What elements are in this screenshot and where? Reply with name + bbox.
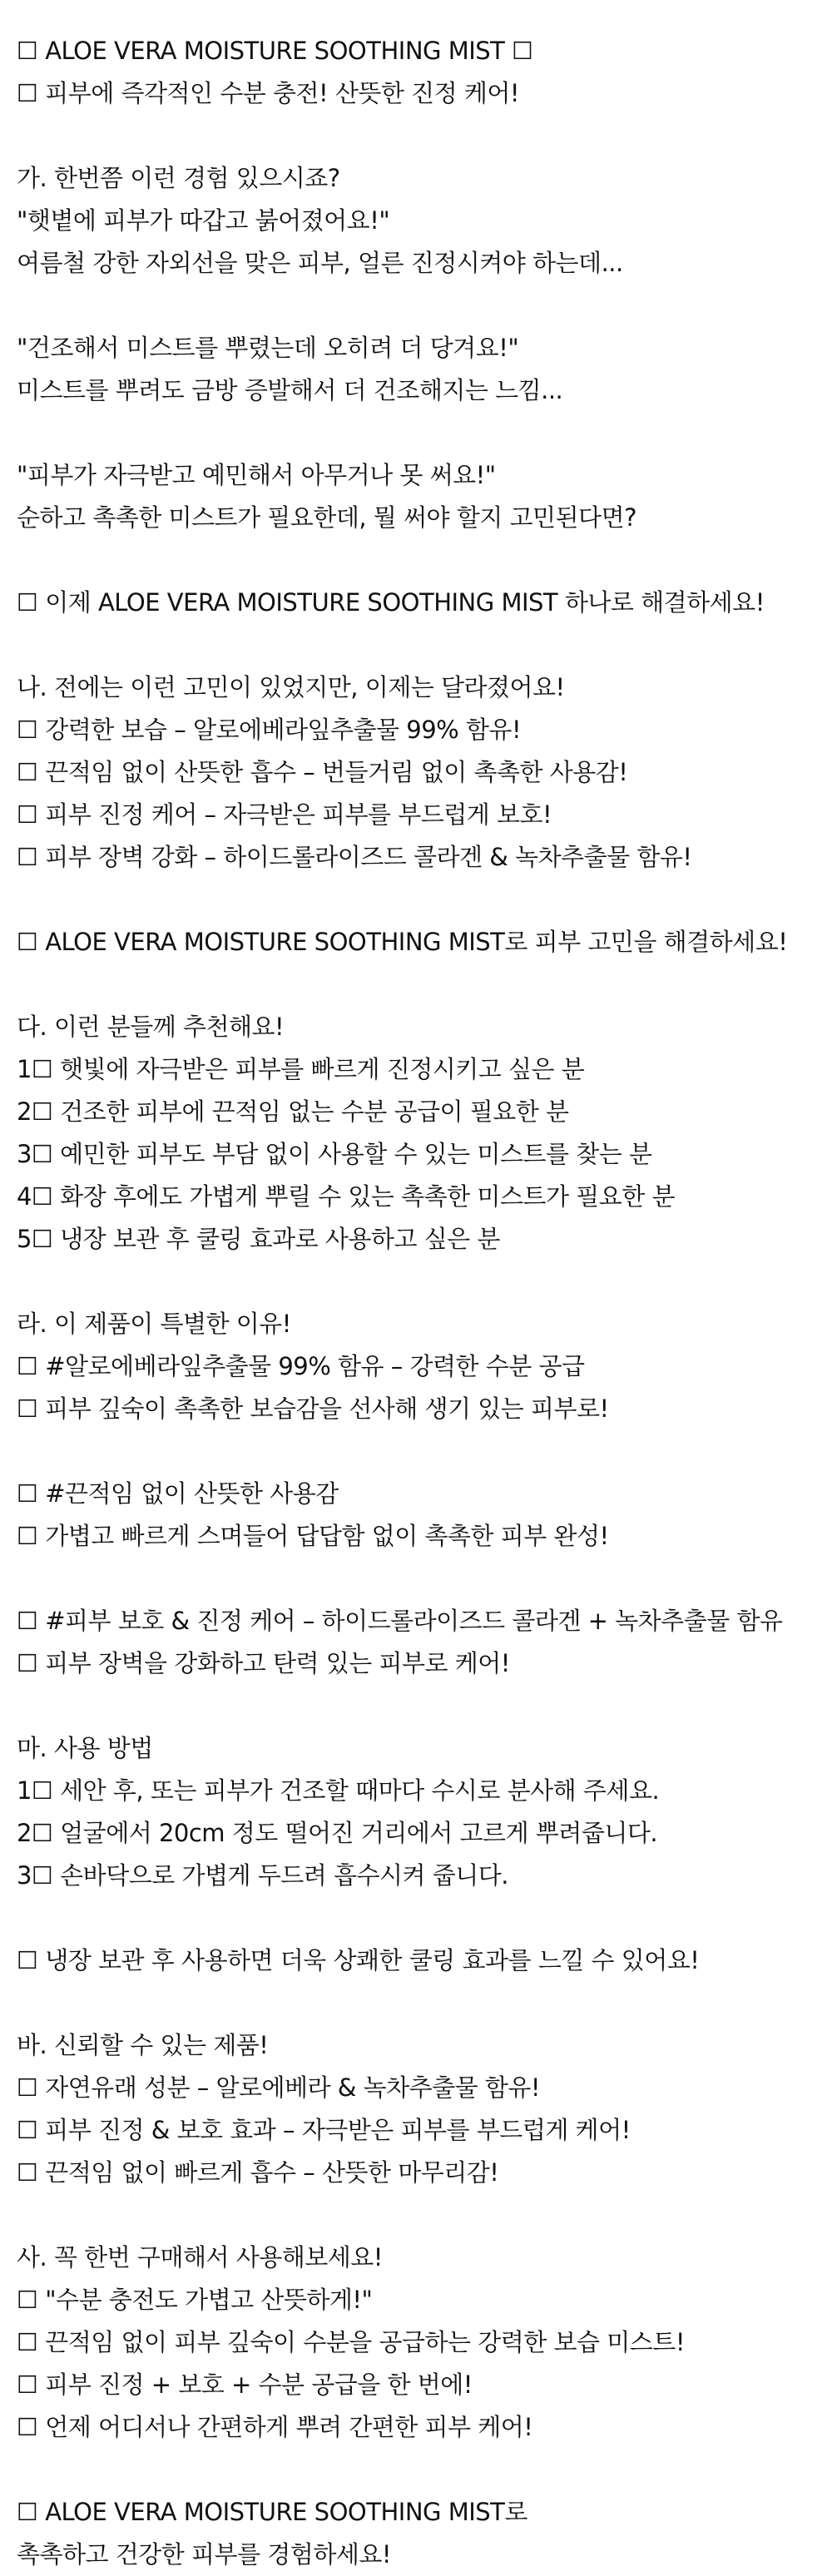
numbered-line: 3☐ 예민한 피부도 부담 없이 사용할 수 있는 미스트를 찾는 분 [17,1140,652,1168]
blank-line [17,1261,815,1303]
bullet-line: ☐ 끈적임 없이 빠르게 흡수 – 산뜻한 마무리감! [17,2158,499,2187]
numbered-line: 2☐ 건조한 피부에 끈적임 없는 수분 공급이 필요한 분 [17,1097,569,1126]
section-c-heading: 다. 이런 분들께 추천해요! [17,1013,285,1041]
bullet-line: ☐ 피부 깊숙이 촉촉한 보습감을 선사해 생기 있는 피부로! [17,1395,609,1423]
blank-line [17,285,815,327]
text-line: ☐ ALOE VERA MOISTURE SOOTHING MIST로 피부 고민을 해결하세요! [17,928,788,956]
bullet-line: ☐ 자연유래 성분 – 알로에베라 & 녹차추출물 함유! [17,2073,541,2102]
section-b-heading: 나. 전에는 이런 고민이 있었지만, 이제는 달라졌어요! [17,673,565,701]
bullet-line: ☐ 냉장 보관 후 사용하면 더욱 상쾌한 쿨링 효과를 느낄 수 있어요! [17,1946,700,1974]
title-line: ☐ ALOE VERA MOISTURE SOOTHING MIST ☐ [17,37,533,65]
blank-line [17,1558,815,1600]
blank-line [17,412,815,454]
blank-line [17,964,815,1006]
blank-line [17,1430,815,1473]
bullet-line: ☐ 강력한 보습 – 알로에베라잎추출물 99% 함유! [17,716,522,744]
text-line: ☐ 이제 ALOE VERA MOISTURE SOOTHING MIST 하나로 해결하세요! [17,588,765,617]
numbered-line: 4☐ 화장 후에도 가볍게 뿌릴 수 있는 촉촉한 미스트가 필요한 분 [17,1182,675,1211]
section-a-heading: 가. 한번쯤 이런 경험 있으시죠? [17,164,340,192]
bullet-line: ☐ #알로에베라잎추출물 99% 함유 – 강력한 수분 공급 [17,1352,585,1380]
numbered-line: 5☐ 냉장 보관 후 쿨링 효과로 사용하고 싶은 분 [17,1225,500,1253]
numbered-line: 1☐ 세안 후, 또는 피부가 건조할 때마다 수시로 분사해 주세요. [17,1776,660,1805]
bullet-line: ☐ 피부 장벽 강화 – 하이드롤라이즈드 콜라겐 & 녹차추출물 함유! [17,843,692,871]
text-line: "건조해서 미스트를 뿌렸는데 오히려 더 당겨요!" [17,334,519,362]
section-d-heading: 라. 이 제품이 특별한 이유! [17,1310,291,1338]
bullet-line: ☐ 피부 장벽을 강화하고 탄력 있는 피부로 케어! [17,1649,510,1677]
text-line: "햇볕에 피부가 따갑고 붉어졌어요!" [17,206,390,235]
bullet-line: ☐ 언제 어디서나 간편하게 뿌려 간편한 피부 케어! [17,2413,533,2441]
closing-line: 촉촉하고 건강한 피부를 경험하세요! [17,2540,391,2569]
blank-line [17,879,815,921]
blank-line [17,624,815,666]
section-f-heading: 바. 신뢰할 수 있는 제품! [17,2031,269,2059]
text-line: 여름철 강한 자외선을 맞은 피부, 얼른 진정시켜야 하는데... [17,249,623,277]
bullet-line: ☐ "수분 충전도 가볍고 산뜻하게!" [17,2286,373,2314]
numbered-line: 2☐ 얼굴에서 20cm 정도 떨어진 거리에서 고르게 뿌려줍니다. [17,1819,658,1847]
blank-line [17,539,815,582]
bullet-line: ☐ #피부 보호 & 진정 케어 – 하이드롤라이즈드 콜라겐 + 녹차추출물 함유 [17,1607,783,1635]
text-line: 순하고 촉촉한 미스트가 필요한데, 뭘 써야 할지 고민된다면? [17,503,636,532]
product-description-document [17,30,815,2576]
section-e-heading: 마. 사용 방법 [17,1734,153,1762]
blank-line [17,2449,815,2491]
text-line: "피부가 자극받고 예민해서 아무거나 못 써요!" [17,461,496,489]
numbered-line: 1☐ 햇빛에 자극받은 피부를 빠르게 진정시키고 싶은 분 [17,1055,585,1083]
blank-line [17,2194,815,2237]
bullet-line: ☐ 피부 진정 + 보호 + 수분 공급을 한 번에! [17,2370,473,2399]
blank-line [17,1982,815,2024]
blank-line [17,1897,815,1939]
bullet-line: ☐ 끈적임 없이 피부 깊숙이 수분을 공급하는 강력한 보습 미스트! [17,2328,685,2356]
bullet-line: ☐ 가볍고 빠르게 스며들어 답답함 없이 촉촉한 피부 완성! [17,1522,609,1550]
section-g-heading: 사. 꼭 한번 구매해서 사용해보세요! [17,2243,383,2271]
blank-line [17,1685,815,1727]
numbered-line: 3☐ 손바닥으로 가볍게 두드려 흡수시켜 줍니다. [17,1861,509,1890]
bullet-line: ☐ 피부 진정 케어 – 자극받은 피부를 부드럽게 보호! [17,800,552,829]
bullet-line: ☐ 끈적임 없이 산뜻한 흡수 – 번들거림 없이 촉촉한 사용감! [17,758,628,786]
closing-line: ☐ ALOE VERA MOISTURE SOOTHING MIST로 [17,2498,527,2526]
bullet-line: ☐ #끈적임 없이 산뜻한 사용감 [17,1479,339,1508]
subtitle-line: ☐ 피부에 즉각적인 수분 충전! 산뜻한 진정 케어! [17,79,520,107]
bullet-line: ☐ 피부 진정 & 보호 효과 – 자극받은 피부를 부드럽게 케어! [17,2116,631,2144]
blank-line [17,115,815,157]
text-line: 미스트를 뿌려도 금방 증발해서 더 건조해지는 느낌... [17,376,563,404]
